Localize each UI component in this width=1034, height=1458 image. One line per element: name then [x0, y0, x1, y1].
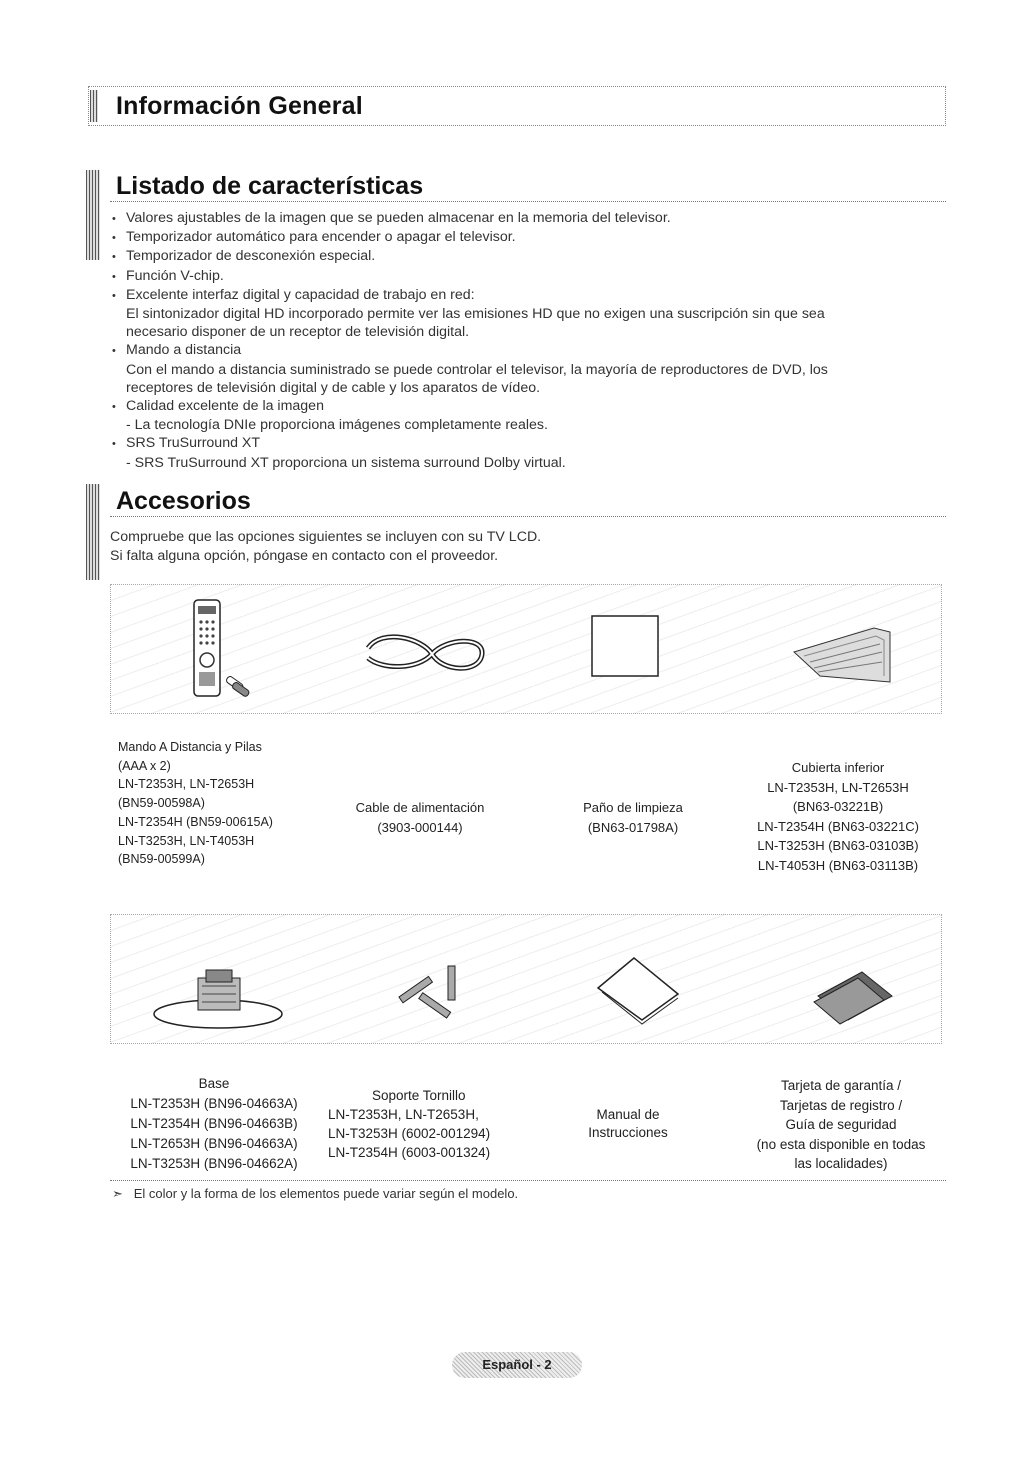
header-hatch	[90, 90, 98, 122]
feature-detail-line: receptores de televisión digital y de cable y los aparatos de vídeo.	[126, 379, 541, 396]
cover-label-line: LN-T2353H, LN-T2653H	[767, 779, 909, 795]
screws-label-line: LN-T3253H (6002-001294)	[328, 1126, 491, 1141]
base-label-line: LN-T2353H (BN96-04663A)	[130, 1096, 298, 1111]
cards-label-line: (no esta disponible en todas	[756, 1136, 926, 1152]
remote-label-line: Mando A Distancia y Pilas	[118, 740, 262, 754]
cover-label	[738, 758, 938, 875]
feature-bullet-item: • Calidad excelente de la imagen	[112, 397, 942, 416]
manual-label-line: Manual de	[596, 1107, 660, 1122]
base-label	[112, 1074, 316, 1174]
manual-label	[568, 1106, 688, 1142]
cable-label	[330, 798, 510, 838]
feature-bullet-item: • Temporizador automático para encender o apagar el televisor.	[112, 228, 942, 247]
remote-label-line: LN-T3253H, LN-T4053H	[118, 833, 255, 848]
cable-label-line: (3903-000144)	[377, 820, 463, 835]
remote-label-line: (BN59-00598A)	[118, 796, 205, 811]
screws-label-line: LN-T2354H (6003-001324)	[328, 1145, 491, 1160]
cards-label-line: Tarjetas de registro /	[779, 1097, 903, 1113]
remote-label-line: LN-T2353H, LN-T2653H	[118, 777, 255, 792]
cards-label-line: Guía de seguridad	[785, 1117, 897, 1132]
feature-detail-line: Con el mando a distancia suministrado se puede controlar el televisor, la mayoría de reproductores de DVD, los	[126, 361, 828, 378]
cover-label-line: (BN63-03221B)	[792, 799, 884, 814]
note-text: El color y la forma de los elementos puede variar según el modelo.	[133, 1186, 519, 1201]
base-label-line: LN-T2653H (BN96-04663A)	[130, 1136, 298, 1151]
intro-line: Compruebe que las opciones siguientes se incluyen con su TV LCD.	[110, 529, 542, 545]
base-label-line: Base	[198, 1076, 230, 1091]
screws-label-line: LN-T2353H, LN-T2653H,	[328, 1107, 479, 1122]
base-label-line: LN-T3253H (BN96-04662A)	[130, 1156, 298, 1171]
accessories-hatch-bar	[86, 484, 100, 580]
features-list	[112, 209, 942, 472]
note-arrow-icon: ➣	[112, 1186, 134, 1201]
accessories-title: Accesorios	[116, 487, 251, 515]
page-number-badge: Español - 2	[452, 1352, 582, 1378]
cover-label-line: Cubierta inferior	[791, 760, 885, 775]
screws-label-line: Soporte Tornillo	[372, 1088, 466, 1103]
instruction-manual-icon	[594, 954, 682, 1024]
screws-label	[328, 1086, 490, 1162]
bottom-cover-icon	[790, 622, 894, 688]
cleaning-cloth-icon	[590, 614, 662, 680]
remote-control-icon	[190, 598, 260, 702]
remote-label	[118, 738, 273, 869]
screws-icon	[390, 960, 470, 1030]
cover-label-line: LN-T3253H (BN63-03103B)	[757, 838, 919, 853]
remote-label-line: (BN59-00599A)	[118, 852, 205, 867]
accessories-intro	[110, 528, 541, 566]
feature-detail-line: - SRS TruSurround XT proporciona un sistema surround Dolby virtual.	[126, 454, 566, 471]
cards-label-line: las localidades)	[794, 1156, 888, 1171]
feature-bullet-item: • Mando a distancia	[112, 341, 942, 360]
feature-bullet-item: • Valores ajustables de la imagen que se pueden almacenar en la memoria del televisor.	[112, 209, 942, 228]
variation-note	[112, 1186, 518, 1202]
warranty-cards-icon	[812, 966, 896, 1026]
manual-label-line: Instrucciones	[588, 1125, 668, 1140]
feature-bullet-item: • SRS TruSurround XT	[112, 434, 942, 453]
power-cable-icon	[362, 628, 488, 680]
remote-label-line: LN-T2354H (BN59-00615A)	[118, 814, 273, 829]
features-title: Listado de características	[116, 172, 424, 200]
feature-bullet-item: • Excelente interfaz digital y capacidad de trabajo en red:	[112, 286, 942, 305]
remote-label-line: (AAA x 2)	[118, 758, 171, 773]
page-title: Información General	[116, 92, 363, 120]
feature-detail-line: - La tecnología DNIe proporciona imágenes completamente reales.	[126, 417, 548, 434]
cable-label-line: Cable de alimentación	[355, 800, 485, 815]
cards-label	[738, 1076, 944, 1174]
accessories-rule	[110, 516, 946, 517]
cover-label-line: LN-T2354H (BN63-03221C)	[757, 818, 919, 834]
cover-label-line: LN-T4053H (BN63-03113B)	[757, 857, 919, 873]
feature-detail-line: necesario disponer de un receptor de televisión digital.	[126, 324, 470, 341]
feature-bullet-item: • Temporizador de desconexión especial.	[112, 247, 942, 266]
cloth-label	[548, 798, 718, 838]
feature-detail-line: El sintonizador digital HD incorporado permite ver las emisiones HD que no exigen una suscripción sin que sea	[126, 306, 825, 323]
cloth-label-line: Paño de limpieza	[583, 800, 683, 815]
note-rule	[110, 1180, 946, 1181]
cloth-label-line: (BN63-01798A)	[587, 820, 679, 835]
cards-label-line: Tarjeta de garantía /	[780, 1078, 902, 1093]
intro-line: Si falta alguna opción, póngase en contacto con el proveedor.	[110, 548, 499, 564]
feature-bullet-item: • Función V-chip.	[112, 267, 942, 286]
features-rule	[110, 201, 946, 202]
stand-base-icon	[150, 970, 286, 1036]
features-hatch-bar	[86, 170, 100, 260]
base-label-line: LN-T2354H (BN96-04663B)	[130, 1116, 298, 1131]
